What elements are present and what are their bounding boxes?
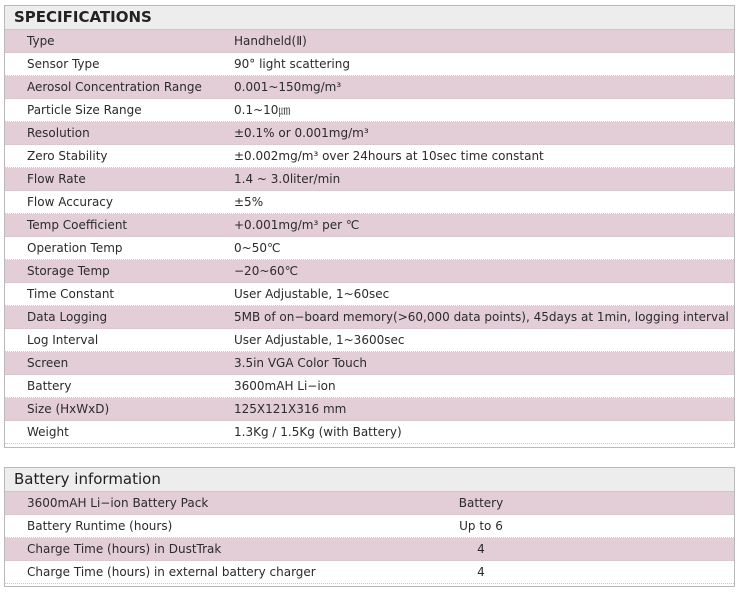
spec-value: −20~60℃ <box>234 264 299 278</box>
battery-label: Charge Time (hours) in external battery charger <box>27 565 316 579</box>
spec-row <box>5 237 734 260</box>
spec-label: Type <box>27 34 55 48</box>
battery-row <box>5 561 734 584</box>
spec-row <box>5 99 734 122</box>
spec-label: Data Logging <box>27 310 108 324</box>
spec-label: Flow Rate <box>27 172 86 186</box>
battery-value: Up to 6 <box>459 519 503 533</box>
spec-row <box>5 76 734 99</box>
spec-row <box>5 352 734 375</box>
spec-value: Handheld(Ⅱ) <box>234 34 307 48</box>
spec-label: Temp Coefficient <box>27 218 128 232</box>
spec-label: Screen <box>27 356 69 370</box>
spec-value: ±0.002mg/m³ over 24hours at 10sec time constant <box>234 149 544 163</box>
battery-row <box>5 492 734 515</box>
spec-value: +0.001mg/m³ per ℃ <box>234 218 360 232</box>
spec-value: 5MB of on−board memory(>60,000 data points), 45days at 1min, logging interval <box>234 310 729 324</box>
spec-label: Time Constant <box>27 287 115 301</box>
spec-label: Resolution <box>27 126 90 140</box>
spec-value: 0.001~150mg/m³ <box>234 80 342 94</box>
specifications-table <box>4 5 735 448</box>
spec-value: 125X121X316 mm <box>234 402 347 416</box>
spec-label: Weight <box>27 425 69 439</box>
spec-row <box>5 329 734 352</box>
spec-row <box>5 30 734 53</box>
spec-row <box>5 283 734 306</box>
spec-row <box>5 191 734 214</box>
spec-row <box>5 168 734 191</box>
spec-label: Battery <box>27 379 72 393</box>
spec-label: Storage Temp <box>27 264 110 278</box>
battery-label: 3600mAH Li−ion Battery Pack <box>27 496 209 510</box>
spec-row <box>5 375 734 398</box>
spec-label: Operation Temp <box>27 241 123 255</box>
spec-row <box>5 122 734 145</box>
spec-label: Size (HxWxD) <box>27 402 110 416</box>
spec-row <box>5 306 734 329</box>
spec-row <box>5 214 734 237</box>
specifications-title: SPECIFICATIONS <box>5 6 734 30</box>
spec-label: Log Interval <box>27 333 99 347</box>
spec-value: 3.5in VGA Color Touch <box>234 356 367 370</box>
spec-row <box>5 421 734 444</box>
battery-information-title: Battery information <box>5 468 734 492</box>
spec-label: Particle Size Range <box>27 103 142 117</box>
spec-value: User Adjustable, 1~60sec <box>234 287 390 301</box>
battery-value: Battery <box>458 496 504 510</box>
spec-value: ±0.1% or 0.001mg/m³ <box>234 126 369 140</box>
battery-information-table <box>4 467 735 587</box>
spec-value: 1.4 ~ 3.0liter/min <box>234 172 341 186</box>
spec-value: ±5% <box>234 195 264 209</box>
spec-row <box>5 398 734 421</box>
spec-label: Aerosol Concentration Range <box>27 80 202 94</box>
spec-row <box>5 145 734 168</box>
spec-value: 90° light scattering <box>234 57 350 71</box>
spec-row <box>5 260 734 283</box>
battery-label: Battery Runtime (hours) <box>27 519 173 533</box>
battery-value: 4 <box>477 565 485 579</box>
spec-value: 0.1~10㎛ <box>234 103 291 117</box>
spec-value: User Adjustable, 1~3600sec <box>234 333 405 347</box>
spec-row <box>5 53 734 76</box>
spec-label: Sensor Type <box>27 57 100 71</box>
battery-value: 4 <box>477 542 485 556</box>
spec-value: 3600mAH Li−ion <box>234 379 336 393</box>
battery-label: Charge Time (hours) in DustTrak <box>27 542 222 556</box>
battery-row <box>5 538 734 561</box>
battery-row <box>5 515 734 538</box>
spec-value: 0~50℃ <box>234 241 281 255</box>
spec-label: Flow Accuracy <box>27 195 113 209</box>
spec-value: 1.3Kg / 1.5Kg (with Battery) <box>234 425 402 439</box>
spec-label: Zero Stability <box>27 149 108 163</box>
